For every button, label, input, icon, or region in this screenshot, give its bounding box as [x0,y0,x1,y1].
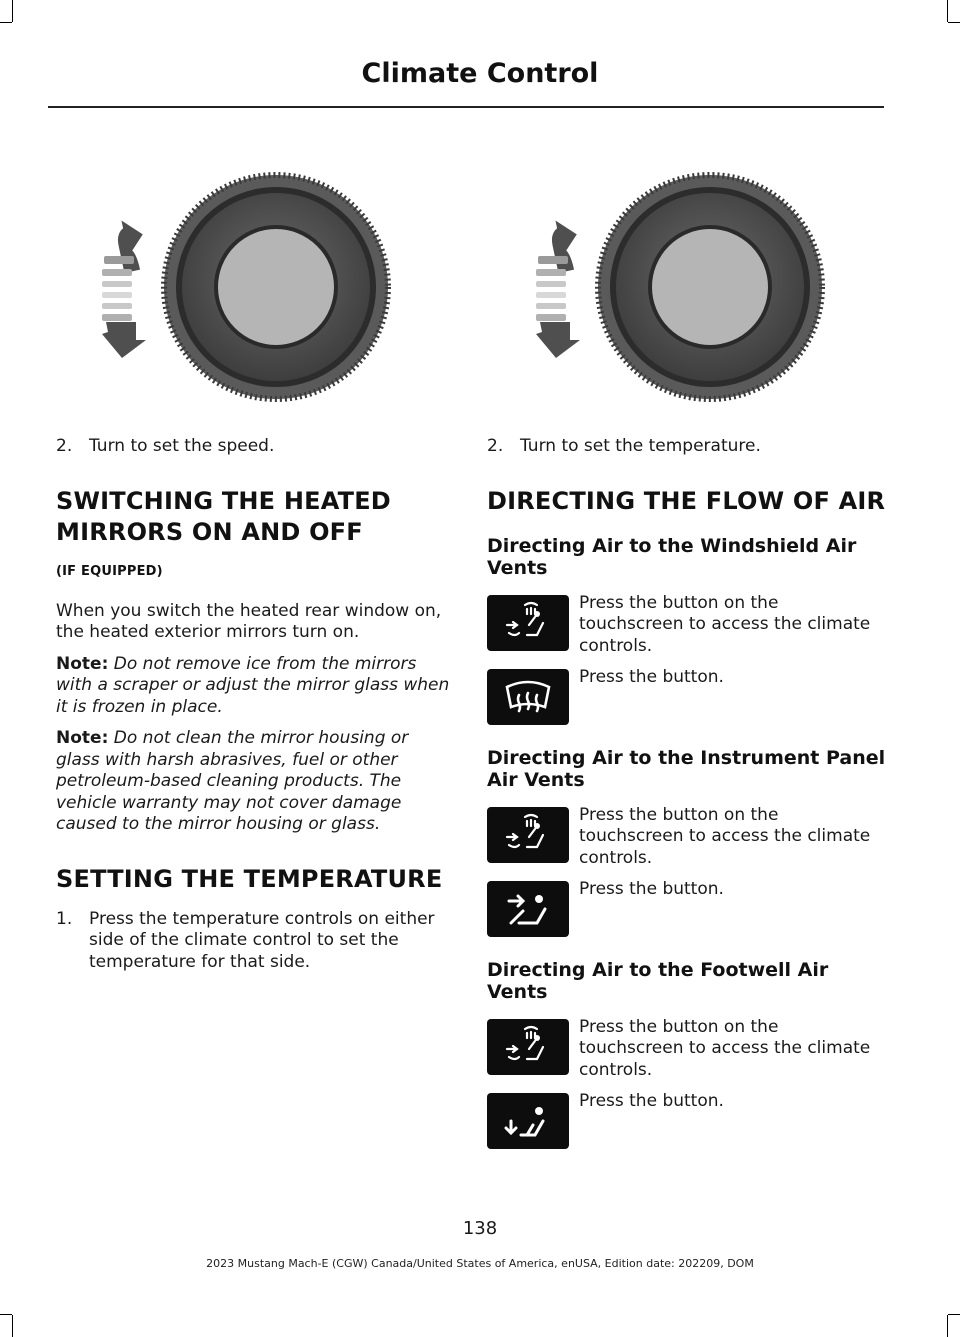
crop-mark [12,1315,13,1337]
windshield-defrost-icon[interactable] [487,669,569,725]
page-number: 138 [462,1218,498,1239]
note-label: Note: [56,728,109,748]
instruction-text: Press the button on the touchscreen to access the climate controls. [579,592,871,656]
instruction-row [487,1017,887,1079]
climate-controls-icon[interactable] [487,807,569,863]
note-text: Do not remove ice from the mirrors with a scraper or adjust the mirror glass when it is frozen in place. [56,653,450,717]
step-text: Turn to set the temperature. [520,436,761,456]
crop-mark [948,22,960,23]
panel-vent-icon[interactable] [487,881,569,937]
equipped-note: (IF EQUIPPED) [56,563,163,579]
step-text: Turn to set the speed. [89,436,275,456]
crop-mark [0,1314,12,1315]
note-text: Do not clean the mirror housing or glass with harsh abrasives, fuel or other petroleum-based cleaning products. The vehicle warranty may not cover damage caused to the mirror housing or glass. [56,728,409,834]
footwell-vent-icon[interactable] [487,1093,569,1149]
subheading-footwell: Directing Air to the Footwell Air Vents [487,958,829,1003]
step-item [56,436,456,458]
instruction-row [487,667,887,729]
crop-mark [12,0,13,22]
section-heading-directing-air: DIRECTING THE FLOW OF AIR [487,486,886,515]
step-number: 1. [56,908,73,929]
instruction-row [487,805,887,867]
temperature-knob-image [530,172,850,402]
heading-text: SWITCHING THE HEATED MIRRORS ON AND OFF [56,486,391,546]
instruction-row [487,1091,887,1153]
section-heading-setting-temperature: SETTING THE TEMPERATURE [56,864,443,893]
crop-mark [0,22,12,23]
subheading-instrument-panel: Directing Air to the Instrument Panel Air Vents [487,746,886,791]
climate-controls-icon[interactable] [487,1019,569,1075]
crop-mark [947,1315,948,1337]
instruction-text: Press the button on the touchscreen to access the climate controls. [579,804,871,868]
instruction-text: Press the button. [579,666,724,687]
right-column [487,436,887,1165]
footer-text: 2023 Mustang Mach-E (CGW) Canada/United States of America, enUSA, Edition date: 202209, DOM [206,1257,754,1270]
note-paragraph [56,728,456,836]
instruction-row [487,593,887,655]
subheading-windshield: Directing Air to the Windshield Air Vents [487,534,857,579]
left-column [56,436,456,983]
climate-controls-icon[interactable] [487,595,569,651]
instruction-text: Press the button. [579,1090,724,1111]
body-paragraph: When you switch the heated rear window on, the heated exterior mirrors turn on. [56,600,442,642]
page-title: Climate Control [361,58,599,89]
section-heading-heated-mirrors [56,486,456,587]
step-number: 2. [56,436,73,456]
step-item [487,436,887,458]
step-number: 2. [487,436,504,456]
instruction-text: Press the button. [579,878,724,899]
note-label: Note: [56,653,109,674]
fan-speed-knob-image [96,172,416,402]
crop-mark [948,1314,960,1315]
instruction-text: Press the button on the touchscreen to access the climate controls. [579,1016,871,1080]
step-item [56,909,456,974]
note-paragraph [56,654,456,719]
header-rule [48,106,884,108]
step-text: Press the temperature controls on either side of the climate control to set the temperature for that side. [89,908,435,972]
instruction-row [487,879,887,941]
crop-mark [947,0,948,22]
